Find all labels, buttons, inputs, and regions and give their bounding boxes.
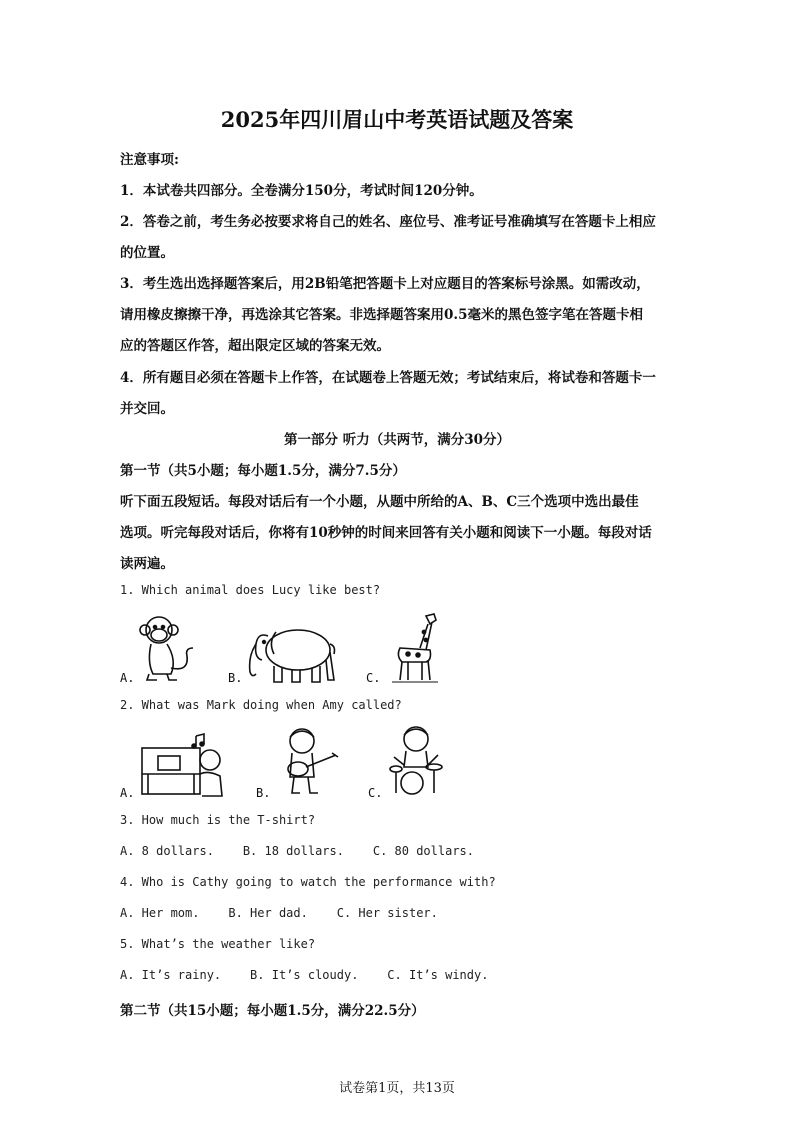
piano-picture xyxy=(138,730,230,798)
notes-heading: 注意事项: xyxy=(120,152,179,168)
question-3: 3. How much is the T-shirt? xyxy=(120,813,316,827)
note-line-8: 并交回。 xyxy=(120,401,174,417)
q1-option-b: B. xyxy=(228,671,243,685)
guitar-picture xyxy=(278,725,340,797)
note-line-3: 的位置。 xyxy=(120,245,174,261)
q2-option-c: C. xyxy=(368,786,383,800)
q4-options: A. Her mom. B. Her dad. C. Her sister. xyxy=(120,906,438,920)
giraffe-picture xyxy=(386,610,444,686)
drums-picture xyxy=(388,723,444,797)
page-title: 2025年四川眉山中考英语试题及答案 xyxy=(220,107,574,132)
note-line-5: 请用橡皮擦擦干净，再选涂其它答案。非选择题答案用0.5毫米的黑色签字笔在答题卡相 xyxy=(120,307,643,323)
note-line-6: 应的答题区作答，超出限定区域的答案无效。 xyxy=(120,338,390,354)
section1-heading: 第一节（共5小题；每小题1.5分，满分7.5分） xyxy=(120,463,406,479)
q1-option-c: C. xyxy=(366,671,381,685)
page-footer: 试卷第1页，共13页 xyxy=(339,1081,455,1096)
q5-options: A. It’s rainy. B. It’s cloudy. C. It’s windy. xyxy=(120,968,489,982)
q2-option-a: A. xyxy=(120,786,135,800)
note-line-1: 1．本试卷共四部分。全卷满分150分，考试时间120分钟。 xyxy=(120,183,483,199)
note-line-2: 2．答卷之前，考生务必按要求将自己的姓名、座位号、准考证号准确填写在答题卡上相应 xyxy=(120,214,656,230)
monkey-picture xyxy=(137,612,199,684)
question-2: 2. What was Mark doing when Amy called? xyxy=(120,698,402,712)
section1-instruction-2: 选项。听完每段对话后，你将有10秒钟的时间来回答有关小题和阅读下一小题。每段对话 xyxy=(120,525,652,541)
q1-option-a: A. xyxy=(120,671,135,685)
section1-instruction-3: 读两遍。 xyxy=(120,556,174,572)
section2-heading: 第二节（共15小题；每小题1.5分，满分22.5分） xyxy=(120,1003,425,1019)
note-line-4: 3．考生选出选择题答案后，用2B铅笔把答题卡上对应题目的答案标号涂黑。如需改动， xyxy=(120,276,650,292)
part1-heading: 第一部分 听力（共两节，满分30分） xyxy=(284,432,510,448)
section1-instruction-1: 听下面五段短话。每段对话后有一个小题，从题中所给的A、B、C三个选项中选出最佳 xyxy=(120,494,639,510)
q2-option-b: B. xyxy=(256,786,271,800)
elephant-picture xyxy=(240,622,338,684)
question-1: 1. Which animal does Lucy like best? xyxy=(120,583,381,597)
q3-options: A. 8 dollars. B. 18 dollars. C. 80 dollars. xyxy=(120,844,475,858)
question-5: 5. What’s the weather like? xyxy=(120,937,316,951)
question-4: 4. Who is Cathy going to watch the performance with? xyxy=(120,875,496,889)
note-line-7: 4．所有题目必须在答题卡上作答，在试题卷上答题无效；考试结束后，将试卷和答题卡一 xyxy=(120,370,656,386)
